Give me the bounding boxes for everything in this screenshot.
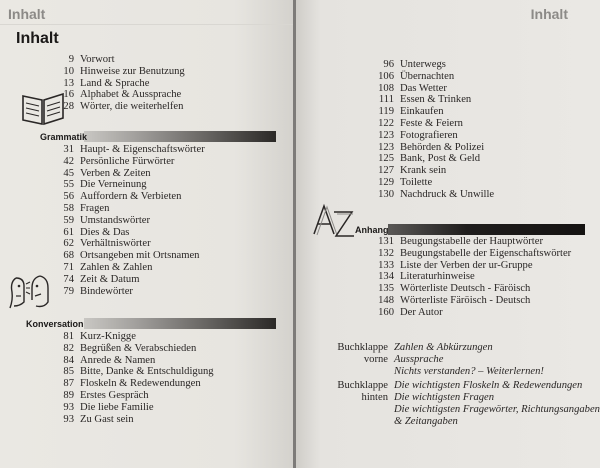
buchklappe-item: Die wichtigsten Fragen [394, 392, 495, 403]
buchklappe-item: & Zeitangaben [394, 416, 458, 427]
toc-entry[interactable]: 123 Fotografieren [378, 129, 458, 141]
toc-entry[interactable]: 123 Behörden & Polizei [378, 141, 485, 153]
toc-entry[interactable]: 111 Essen & Trinken [378, 94, 472, 106]
running-head-left: Inhalt [8, 6, 46, 22]
toc-entry[interactable]: 28 Wörter, die weiterhelfen [63, 101, 184, 113]
toc-entry[interactable]: 131 Beugungstabelle der Hauptwörter [378, 236, 543, 247]
toc-anhang [364, 236, 571, 319]
toc-entry[interactable]: 93 Die liebe Familie [63, 401, 154, 413]
toc-entry[interactable]: 55 Die Verneinung [63, 179, 147, 191]
anhang-label: Anhang [355, 225, 389, 235]
toc-grammatik [46, 144, 205, 297]
right-page [296, 0, 600, 468]
anhang-bar [388, 224, 585, 235]
grammatik-label: Grammatik [40, 132, 88, 142]
toc-entry[interactable]: 96 Unterwegs [383, 59, 446, 70]
buchklappe-item: Zahlen & Abkürzungen [394, 342, 493, 353]
toc-entry[interactable]: 84 Anrede & Namen [63, 354, 156, 366]
toc-entry[interactable]: 130 Nachdruck & Unwille [378, 188, 495, 200]
left-page [0, 0, 293, 468]
toc-entry[interactable]: 42 Persönliche Fürwörter [63, 155, 175, 167]
toc-entry[interactable]: 13 Land & Sprache [63, 77, 150, 89]
toc-entry[interactable]: 45 Verben & Zeiten [63, 167, 151, 179]
toc-entry[interactable]: 108 Das Wetter [378, 82, 447, 94]
buchklappe-hinten-items [394, 380, 600, 428]
toc-entry[interactable]: 127 Krank sein [378, 165, 447, 177]
toc-entry[interactable]: 85 Bitte, Danke & Entschuldigung [63, 366, 214, 378]
toc-entry[interactable]: 135 Wörterliste Deutsch - Färöisch [378, 283, 531, 295]
toc-entry[interactable]: 133 Liste der Verben der ur-Gruppe [378, 259, 533, 271]
toc-entry[interactable]: 10 Hinweise zur Benutzung [63, 65, 185, 77]
toc-entry[interactable]: 160 Der Autor [378, 306, 443, 318]
toc-entry[interactable]: 59 Umstandswörter [63, 214, 151, 226]
toc-entry[interactable]: 89 Erstes Gespräch [63, 389, 149, 401]
buchklappe-item: Die wichtigsten Floskeln & Redewendungen [394, 380, 583, 391]
header-rule-left [0, 24, 293, 25]
toc-entry[interactable]: 16 Alphabet & Aussprache [63, 89, 182, 101]
grammatik-bar [84, 131, 276, 142]
toc-entry[interactable]: 56 Auffordern & Verbieten [63, 191, 182, 203]
toc-entry[interactable]: 9 Vorwort [68, 54, 115, 65]
toc-entry[interactable]: 74 Zeit & Datum [63, 273, 140, 285]
konversation-bar [84, 318, 276, 329]
toc-entry[interactable]: 148 Wörterliste Färöisch - Deutsch [378, 294, 531, 306]
page-title: Inhalt [16, 30, 59, 47]
toc-entry[interactable]: 68 Ortsangeben mit Ortsnamen [63, 250, 200, 262]
toc-entry[interactable]: 62 Verhältniswörter [63, 238, 151, 250]
toc-entry[interactable]: 31 Haupt- & Eigenschaftswörter [63, 144, 205, 155]
toc-entry[interactable]: 106 Übernachten [378, 70, 455, 82]
toc-entry[interactable]: 122 Feste & Feiern [378, 117, 463, 129]
buchklappe-vorne-items [394, 342, 544, 378]
buchklappe-vorne-label: Buchklappe vorne [337, 342, 388, 365]
toc-entry[interactable]: 125 Bank, Post & Geld [378, 153, 481, 165]
toc-entry[interactable]: 58 Fragen [63, 202, 110, 214]
toc-right [364, 59, 494, 201]
toc-entry[interactable]: 82 Begrüßen & Verabschieden [63, 342, 197, 354]
toc-entry[interactable]: 93 Zu Gast sein [63, 413, 134, 425]
a-to-z-icon [310, 200, 356, 245]
buchklappe-item: Aussprache [394, 354, 444, 365]
toc-intro [46, 54, 185, 113]
buchklappe-hinten-label: Buchklappe hinten [337, 380, 388, 403]
toc-entry[interactable]: 81 Kurz-Knigge [63, 331, 136, 342]
toc-entry[interactable]: 129 Toilette [378, 176, 433, 188]
toc-entry[interactable]: 134 Literaturhinweise [378, 271, 475, 283]
toc-entry[interactable]: 132 Beugungstabelle der Eigenschaftswörter [378, 247, 572, 259]
toc-entry[interactable]: 71 Zahlen & Zahlen [63, 261, 153, 273]
konversation-label: Konversation [26, 319, 84, 329]
running-head-right: Inhalt [530, 6, 568, 22]
toc-entry[interactable]: 119 Einkaufen [378, 106, 444, 118]
buchklappe-item: Nichts verstanden? – Weiterlernen! [394, 366, 544, 377]
buchklappe-item: Die wichtigsten Fragewörter, Richtungsangaben [394, 404, 600, 415]
toc-entry[interactable]: 79 Bindewörter [63, 285, 133, 297]
talking-faces-icon [6, 272, 54, 317]
toc-konversation [46, 331, 214, 425]
toc-entry[interactable]: 87 Floskeln & Redewendungen [63, 378, 201, 390]
toc-entry[interactable]: 61 Dies & Das [63, 226, 130, 238]
